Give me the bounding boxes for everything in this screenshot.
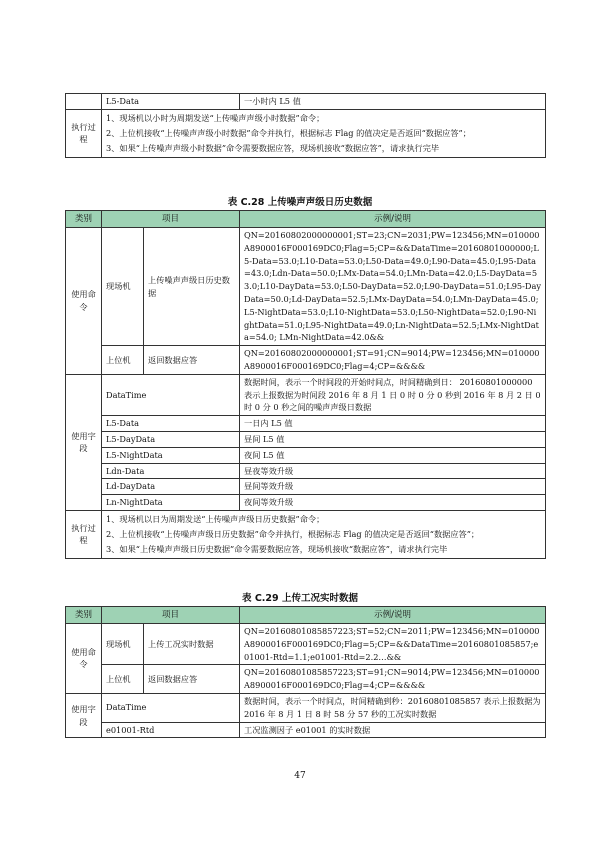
role-cell: 上位机	[102, 346, 144, 375]
field-desc: 夜间等效升级	[240, 495, 546, 511]
field-name: Ldn-Data	[102, 463, 240, 479]
process-step: 3、如果“上传噪声声级日历史数据”命令需要数据应答，现场机接收“数据应答”，请求执行完毕	[106, 543, 448, 554]
page-number: 47	[294, 771, 306, 781]
command-name: 上传噪声声级日历史数据	[144, 228, 240, 346]
field-desc: 数据时间，表示一个时间点，时间精确到秒：20160801085857 表示上报数据为 2016 年 8 月 1 日 8 时 58 分 57 秒的工况实时数据	[240, 693, 546, 722]
header-category: 类别	[66, 607, 102, 624]
role-cell: 现场机	[102, 624, 144, 665]
table-c28	[65, 210, 546, 559]
field-desc: 一小时内 L5 值	[240, 94, 546, 110]
field-desc: 数据时间，表示一个时间段的开始时间点，时间精确到日： 20160801000000 表示上报数据为时间段 2016 年 8 月 1 日 0 时 0 分 0 秒到 2016 年 8 月 2 日 0 时 0 分 0 秒之间的噪声声级日数据	[240, 374, 546, 415]
command-label: 使用命令	[66, 624, 102, 694]
process-steps	[102, 109, 546, 157]
table-c29	[65, 606, 546, 738]
command-example: QN=20160802000000001;ST=23;CN=2031;PW=123456;MN=010000A8900016F000169DC0;Flag=5;CP=&&DataTime=20160801000000;L5-Data=53.0;L10-Data=53.0;L50-Data=49.0;L90-Data=45.0;L95-Data=43.0;Ldn-Data=50.0;LMx-Data=54.0;LMn-Data=42.0;L5-DayData=53.0;L10-DayData=53.0;L50-DayData=52.0;L90-DayData=51.0;L95-DayData=50.0;Ld-DayData=52.5;LMx-DayData=54.0;LMn-DayData=45.0;L5-NightData=53.0;L10-NightData=53.0;L50-NightData=52.0;L90-NightData=51.0;L95-NightData=49.0;Ln-NightData=52.5;LMx-NightData=54.0; LMn-NightData=42.0&&	[240, 228, 546, 346]
process-label: 执行过程	[66, 109, 102, 157]
field-desc: 工况监测因子 e01001 的实时数据	[240, 722, 546, 738]
field-desc: 一日内 L5 值	[240, 416, 546, 432]
field-desc: 昼间等效升级	[240, 479, 546, 495]
table-caption: 表 C.29 上传工况实时数据	[242, 593, 358, 604]
field-name: L5-Data	[102, 94, 240, 110]
process-step: 3、如果“上传噪声声级小时数据”命令需要数据应答，现场机接收“数据应答”，请求执行完毕	[106, 142, 440, 153]
command-name: 上传工况实时数据	[144, 624, 240, 665]
process-label: 执行过程	[66, 510, 102, 558]
field-name: L5-DayData	[102, 431, 240, 447]
top-continuation-table	[65, 93, 546, 158]
empty-cell	[66, 94, 102, 110]
header-example: 示例/说明	[240, 607, 546, 624]
command-name: 返回数据应答	[144, 665, 240, 694]
field-name: Ld-DayData	[102, 479, 240, 495]
header-example: 示例/说明	[240, 211, 546, 228]
field-name: L5-Data	[102, 416, 240, 432]
process-step: 2、上位机接收“上传噪声声级小时数据”命令并执行，根据标志 Flag 的值决定是否返回“数据应答”；	[106, 127, 471, 138]
process-step: 2、上位机接收“上传噪声声级日历史数据”命令并执行，根据标志 Flag 的值决定是否返回“数据应答”；	[106, 528, 480, 539]
field-label: 使用字段	[66, 693, 102, 737]
header-item: 项目	[102, 211, 240, 228]
command-example: QN=20160801085857223;ST=52;CN=2011;PW=123456;MN=010000A8900016F000169DC0;Flag=5;CP=&&DataTime=20160801085857;e01001-Rtd=1.1;e01001-Rtd=2.2…&&	[240, 624, 546, 665]
role-cell: 现场机	[102, 228, 144, 346]
field-desc: 昼夜等效升级	[240, 463, 546, 479]
field-name: L5-NightData	[102, 447, 240, 463]
role-cell: 上位机	[102, 665, 144, 694]
table-caption: 表 C.28 上传噪声声级日历史数据	[227, 197, 373, 208]
process-step: 1、现场机以日为周期发送“上传噪声声级日历史数据”命令；	[106, 513, 325, 524]
field-desc: 夜间 L5 值	[240, 447, 546, 463]
process-step: 1、现场机以小时为周期发送“上传噪声声级小时数据”命令；	[106, 112, 325, 123]
field-name: e01001-Rtd	[102, 722, 240, 738]
field-name: Ln-NightData	[102, 495, 240, 511]
header-item: 项目	[102, 607, 240, 624]
field-name: DataTime	[102, 374, 240, 415]
field-label: 使用字段	[66, 374, 102, 510]
header-category: 类别	[66, 211, 102, 228]
process-steps	[102, 510, 546, 558]
command-label: 使用命令	[66, 228, 102, 375]
field-desc: 昼间 L5 值	[240, 431, 546, 447]
command-name: 返回数据应答	[144, 346, 240, 375]
command-example: QN=20160802000000001;ST=91;CN=9014;PW=123456;MN=010000A8900016F000169DC0;Flag=4;CP=&&&&	[240, 346, 546, 375]
field-name: DataTime	[102, 693, 240, 722]
command-example: QN=20160801085857223;ST=91;CN=9014;PW=123456;MN=010000A8900016F000169DC0;Flag=4;CP=&&&&	[240, 665, 546, 694]
